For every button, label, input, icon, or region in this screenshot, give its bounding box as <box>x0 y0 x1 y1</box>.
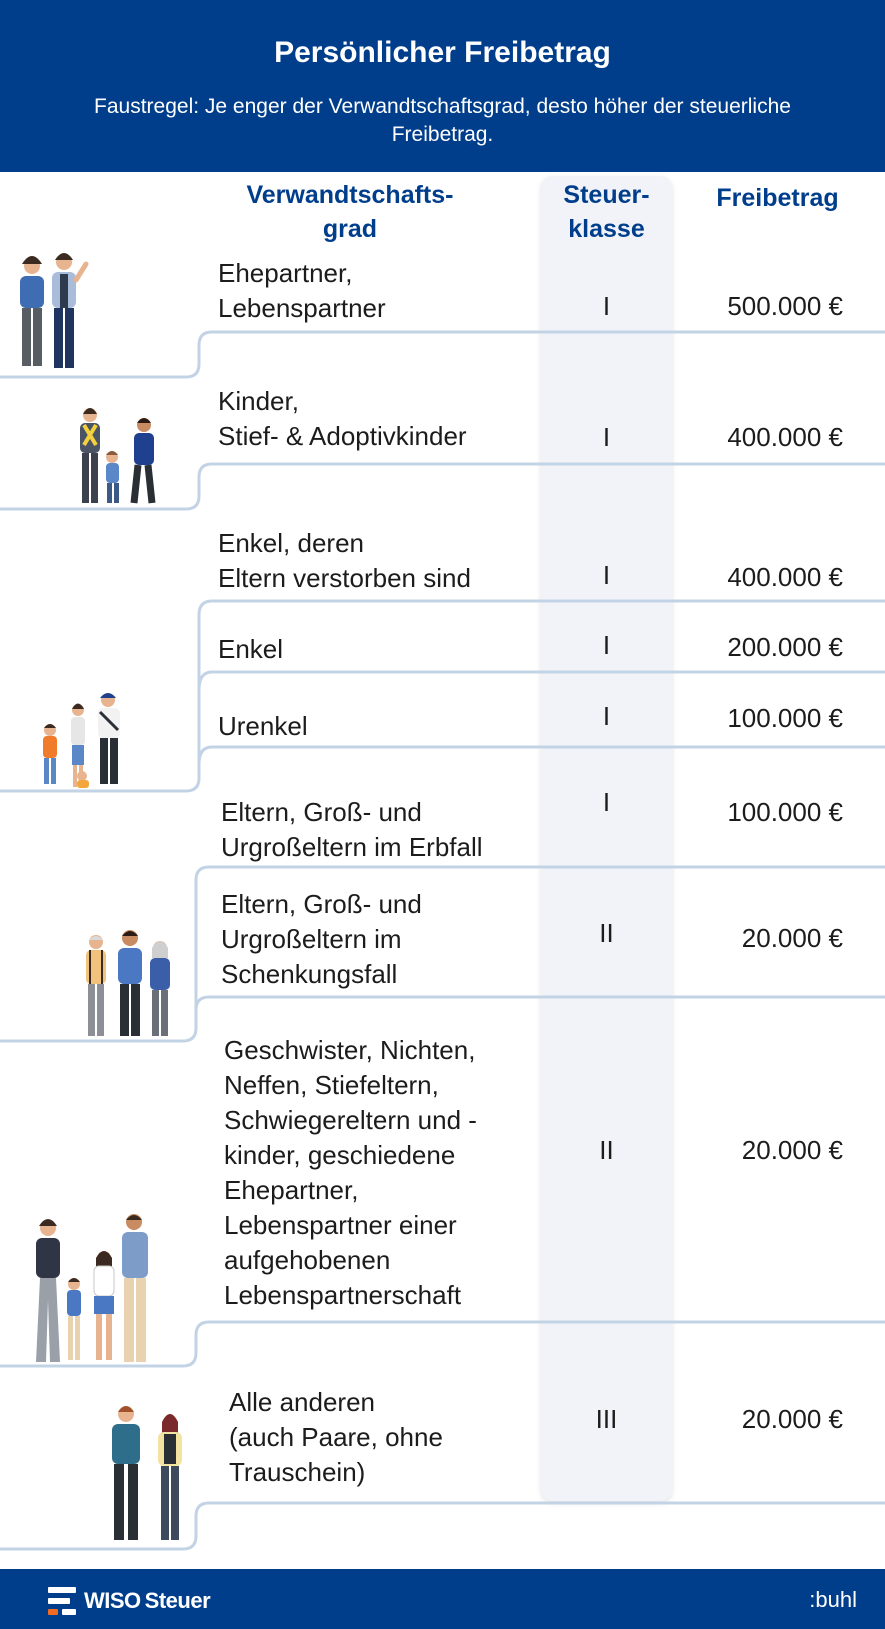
column-header-relationship: Verwandtschafts- grad <box>246 181 454 243</box>
row-allowance: 100.000 € <box>727 797 843 827</box>
divider-sub-2 <box>199 672 885 690</box>
column-header-tax-class: Steuer- klasse <box>563 181 650 243</box>
logo-brand: WISO <box>84 1588 141 1613</box>
row-allowance: 500.000 € <box>727 291 843 321</box>
row-relationship: Kinder, Stief- & Adoptivkinder <box>218 386 467 451</box>
row-allowance: 200.000 € <box>727 632 843 662</box>
row-relationship: Enkel, deren Eltern verstorben sind <box>218 528 471 593</box>
row-relationship: Alle anderen (auch Paare, ohne Trauschein) <box>229 1387 443 1487</box>
row-tax-class: I <box>602 560 611 590</box>
row-allowance: 400.000 € <box>727 562 843 592</box>
row-tax-class: I <box>602 787 611 817</box>
row-allowance: 20.000 € <box>741 1135 843 1165</box>
row-relationship: Enkel <box>218 634 284 664</box>
couple-illustration <box>8 250 92 380</box>
row-relationship: Geschwister, Nichten, Neffen, Stiefeltern, Schwiegereltern und - kinder, geschiedene Ehepartner, Lebenspartner einer aufgehobenen Lebenspartnerschaft <box>224 1035 477 1310</box>
divider-group-3 <box>0 747 885 791</box>
row-tax-class: II <box>599 918 614 948</box>
page-subtitle: Faustregel: Je enger der Verwandtschaftsgrad, desto höher der steuerliche Freibetrag. <box>94 95 791 146</box>
row-tax-class: I <box>602 422 611 452</box>
column-header-allowance: Freibetrag <box>716 184 839 212</box>
row-tax-class: I <box>602 701 611 731</box>
row-tax-class: I <box>602 291 611 321</box>
wiso-steuer-logo <box>48 1587 210 1615</box>
grandchildren-illustration <box>36 690 132 790</box>
buhl-logo: :buhl <box>809 1587 857 1612</box>
parents-grandparents-illustration <box>82 928 182 1042</box>
extended-family-illustration <box>28 1210 158 1370</box>
row-allowance: 20.000 € <box>741 1404 843 1434</box>
row-allowance: 400.000 € <box>727 422 843 452</box>
row-relationship: Ehepartner, Lebenspartner <box>218 258 386 323</box>
row-tax-class: II <box>599 1135 614 1165</box>
wiso-logo-icon <box>48 1587 78 1615</box>
row-relationship: Eltern, Groß- und Urgroßeltern im Schenkungsfall <box>221 889 422 989</box>
row-relationship: Urenkel <box>218 711 308 741</box>
row-relationship: Eltern, Groß- und Urgroßeltern im Erbfall <box>221 797 483 862</box>
page-footer <box>0 1569 885 1629</box>
row-allowance: 100.000 € <box>727 703 843 733</box>
logo-product: Steuer <box>144 1588 211 1613</box>
page-title: Persönlicher Freibetrag <box>274 36 611 69</box>
parents-child-illustration <box>76 405 168 510</box>
row-tax-class: I <box>602 630 611 660</box>
row-allowance: 20.000 € <box>741 923 843 953</box>
row-tax-class: III <box>595 1404 618 1434</box>
divider-group-1 <box>0 332 885 377</box>
others-couple-illustration <box>100 1400 198 1548</box>
